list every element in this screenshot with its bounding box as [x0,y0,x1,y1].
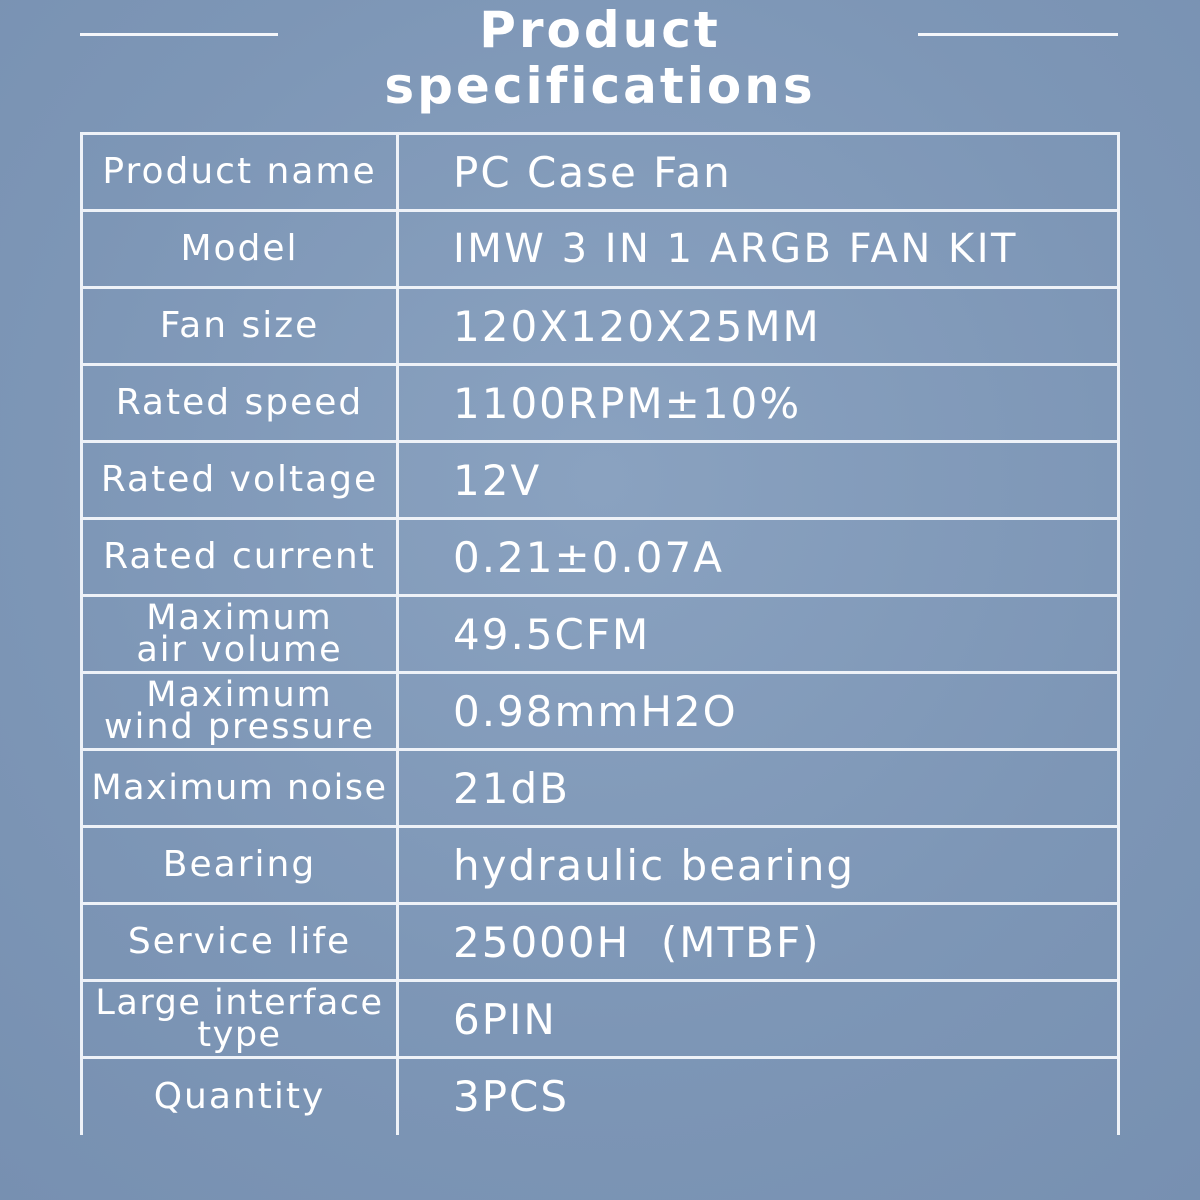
spec-row-fan-size [82,288,1119,365]
spec-row-wind-pressure [82,673,1119,750]
spec-label: Rated speed [82,365,398,442]
spec-label: Fan size [82,288,398,365]
page-title: Product specifications [384,1,816,115]
spec-value: 12V [398,442,1119,519]
header-divider-right [918,33,1118,36]
spec-row-rated-speed [82,365,1119,442]
spec-row-noise [82,750,1119,827]
spec-value: 0.21±0.07A [398,519,1119,596]
spec-label: Bearing [82,827,398,904]
spec-value: 120X120X25MM [398,288,1119,365]
spec-row-air-volume [82,596,1119,673]
spec-label: Large interface type [82,981,398,1058]
spec-value: 25000H (MTBF) [398,904,1119,981]
spec-label: Rated current [82,519,398,596]
spec-row-service-life [82,904,1119,981]
spec-row-rated-voltage [82,442,1119,519]
spec-value: 21dB [398,750,1119,827]
spec-row-model [82,211,1119,288]
spec-value: 3PCS [398,1058,1119,1135]
spec-value: 1100RPM±10% [398,365,1119,442]
page-header [0,0,1200,115]
spec-label: Maximum air volume [82,596,398,673]
spec-row-product-name [82,134,1119,211]
spec-value: 0.98mmH2O [398,673,1119,750]
spec-label: Maximum noise [82,750,398,827]
spec-table [80,132,1120,1135]
spec-label: Service life [82,904,398,981]
spec-label: Product name [82,134,398,211]
spec-value: PC Case Fan [398,134,1119,211]
spec-row-quantity [82,1058,1119,1135]
spec-value: IMW 3 IN 1 ARGB FAN KIT [398,211,1119,288]
spec-row-bearing [82,827,1119,904]
spec-label: Quantity [82,1058,398,1135]
header-divider-left [80,33,278,36]
spec-label: Maximum wind pressure [82,673,398,750]
spec-value: hydraulic bearing [398,827,1119,904]
spec-value: 49.5CFM [398,596,1119,673]
spec-label: Rated voltage [82,442,398,519]
spec-row-interface-type [82,981,1119,1058]
spec-label: Model [82,211,398,288]
spec-row-rated-current [82,519,1119,596]
spec-value: 6PIN [398,981,1119,1058]
